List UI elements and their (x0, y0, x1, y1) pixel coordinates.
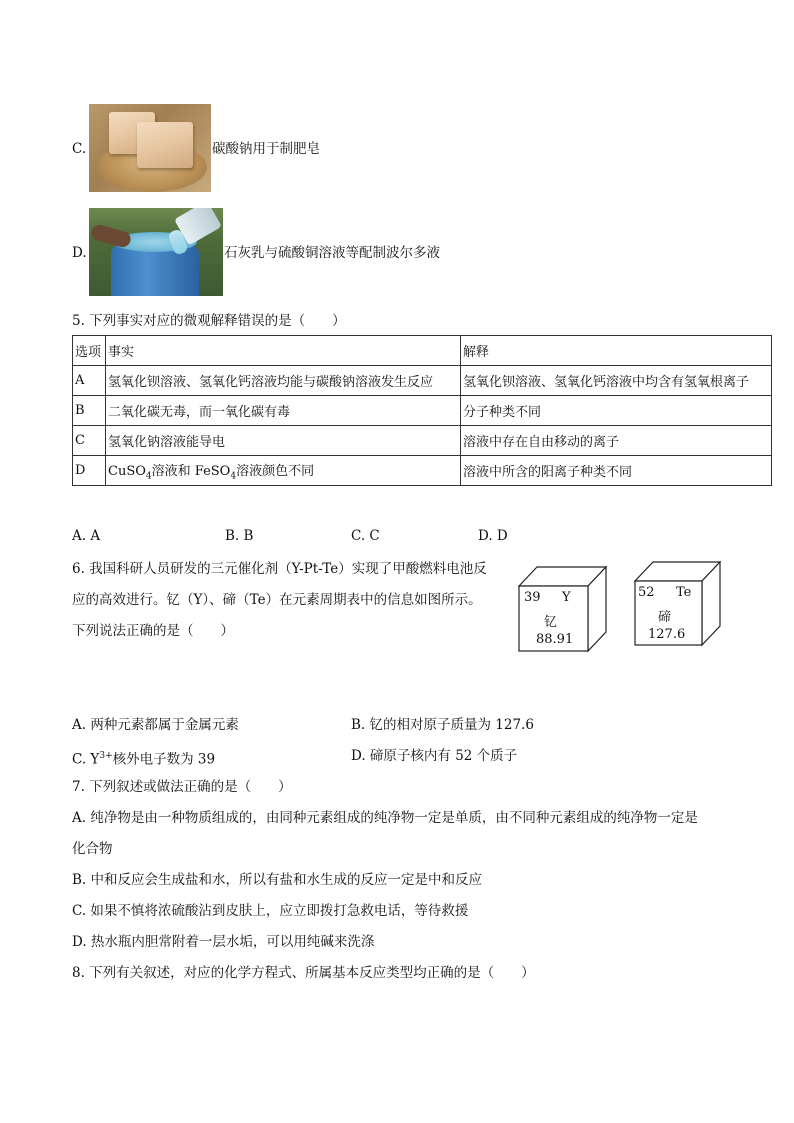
table-header-row (73, 336, 772, 366)
subscript: 4 (145, 471, 152, 482)
row-explanation: 溶液中所含的阳离子种类不同 (461, 456, 772, 486)
option-c-letter: C. (72, 141, 87, 157)
formula-feso: 溶液和 FeSO (151, 463, 231, 479)
header-option: 选项 (73, 336, 106, 366)
q7-choice-d: D. 热水瓶内胆常附着一层水垢，可以用纯碱来洗涤 (72, 934, 375, 950)
q6-choice-a: A. 两种元素都属于金属元素 (72, 717, 239, 733)
row-fact (106, 456, 461, 486)
atomic-mass: 88.91 (536, 632, 574, 647)
option-d-letter: D. (72, 245, 87, 261)
row-fact: 氢氧化钠溶液能导电 (106, 426, 461, 456)
q5-choice-a: A. A (72, 528, 101, 544)
row-fact: 二氧化碳无毒，而一氧化碳有毒 (106, 396, 461, 426)
table-row (73, 366, 772, 396)
q5-choice-b: B. B (225, 528, 254, 544)
row-fact: 氢氧化钡溶液、氢氧化钙溶液均能与碳酸钠溶液发生反应 (106, 366, 461, 396)
header-explanation: 解释 (461, 336, 772, 366)
row-option: C (73, 426, 106, 456)
element-name: 碲 (658, 610, 672, 625)
q5-table (72, 335, 772, 486)
q6-choice-b: B. 钇的相对原子质量为 127.6 (351, 717, 534, 733)
element-cube-yttrium (518, 565, 608, 653)
q6-choice-d: D. 碲原子核内有 52 个质子 (351, 748, 518, 764)
element-cube-tellurium (634, 561, 722, 647)
row-option: D (73, 456, 106, 486)
choice-c-prefix: C. Y (72, 751, 100, 768)
q5-stem: 5. 下列事实对应的微观解释错误的是（ ） (72, 313, 346, 329)
header-fact: 事实 (106, 336, 461, 366)
q5-choice-c: C. C (351, 528, 380, 544)
table-row (73, 456, 772, 486)
soap-bars-photo (89, 104, 211, 192)
ion-charge: 3+ (99, 751, 113, 761)
q6-choice-c (72, 747, 215, 769)
atomic-number: 39 (524, 590, 541, 605)
q7-choice-c: C. 如果不慎将浓硫酸沾到皮肤上，应立即拨打急救电话，等待救援 (72, 903, 469, 919)
formula-cuso: CuSO (108, 463, 146, 479)
row-explanation: 溶液中存在自由移动的离子 (461, 426, 772, 456)
soap-bar-front (137, 122, 193, 168)
option-c-caption: 碳酸钠用于制肥皂 (212, 141, 320, 157)
row-option: A (73, 366, 106, 396)
fact-tail: 溶液颜色不同 (236, 463, 315, 479)
subscript: 4 (230, 471, 237, 482)
element-name: 钇 (544, 615, 558, 630)
q7-choice-a-line1: A. 纯净物是由一种物质组成的，由同种元素组成的纯净物一定是单质，由不同种元素组成的纯净物一定是 (72, 810, 698, 826)
table-row (73, 426, 772, 456)
q7-choice-b: B. 中和反应会生成盐和水，所以有盐和水生成的反应一定是中和反应 (72, 872, 483, 888)
choice-c-suffix: 核外电子数为 39 (112, 751, 216, 768)
table-row (73, 396, 772, 426)
q7-stem: 7. 下列叙述或做法正确的是（ ） (72, 779, 292, 795)
row-option: B (73, 396, 106, 426)
option-d-caption: 石灰乳与硫酸铜溶液等配制波尔多液 (224, 245, 440, 261)
row-explanation: 氢氧化钡溶液、氢氧化钙溶液中均含有氢氧根离子 (461, 366, 772, 396)
bordeaux-mixture-photo (89, 208, 223, 296)
element-symbol: Te (676, 585, 692, 600)
q7-choice-a-line2: 化合物 (72, 841, 113, 857)
q6-line2: 应的高效进行。钇（Y）、碲（Te）在元素周期表中的信息如图所示。 (72, 592, 482, 608)
element-symbol: Y (562, 590, 571, 605)
q6-line1: 6. 我国科研人员研发的三元催化剂（Y-Pt-Te）实现了甲酸燃料电池反 (72, 561, 487, 577)
atomic-number: 52 (638, 585, 655, 600)
q5-choice-d: D. D (478, 528, 508, 544)
q8-stem: 8. 下列有关叙述，对应的化学方程式、所属基本反应类型均正确的是（ ） (72, 965, 535, 981)
worker-arm (90, 223, 133, 249)
q6-line3: 下列说法正确的是（ ） (72, 623, 234, 639)
atomic-mass: 127.6 (648, 627, 686, 642)
row-explanation: 分子种类不同 (461, 396, 772, 426)
